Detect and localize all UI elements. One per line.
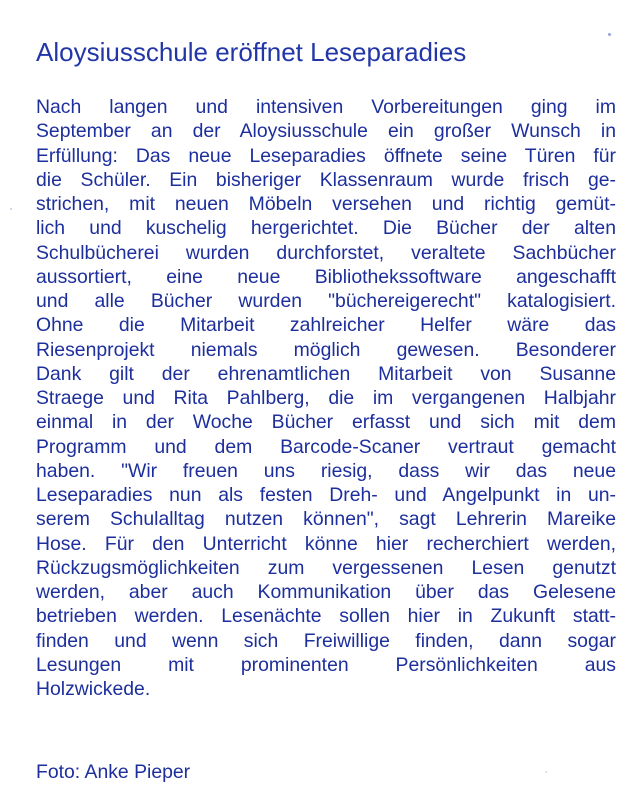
article-line: Leseparadies nun als festen Dreh- und Angelpunkt in un- <box>36 484 616 506</box>
article-line: Riesenprojekt niemals möglich gewesen. Besonderer <box>36 338 616 361</box>
article-line: Lesungen mit prominenten Persönlichkeiten aus <box>36 653 616 676</box>
article-line: die Schüler. Ein bisheriger Klassenraum wurde frisch ge- <box>36 168 616 191</box>
article-line: Holzwickede. <box>36 678 151 700</box>
article-line: Erfüllung: Das neue Leseparadies öffnete seine Türen für <box>36 144 616 167</box>
article-line: Dank gilt der ehrenamtlichen Mitarbeit von Susanne <box>36 362 616 385</box>
scan-speck <box>545 771 547 773</box>
article-line: Ohne die Mitarbeit zahlreicher Helfer wäre das <box>36 314 616 337</box>
article-line: finden und wenn sich Freiwillige finden, dann sogar <box>36 629 616 652</box>
photo-credit: Foto: Anke Pieper <box>36 761 191 783</box>
article-line: strichen, mit neuen Möbeln versehen und richtig gemüt- <box>36 193 616 215</box>
article-line: September an der Aloysiusschule ein großer Wunsch in <box>36 120 616 143</box>
article-line: Schulbücherei wurden durchforstet, veraltete Sachbücher <box>36 241 616 264</box>
article-line: und alle Bücher wurden "büchereigerecht" katalogisiert. <box>36 290 616 312</box>
article-line: haben. "Wir freuen uns riesig, dass wir das neue <box>36 459 616 482</box>
scan-speck <box>608 33 611 36</box>
article-line: Rückzugsmöglichkeiten zum vergessenen Lesen genutzt <box>36 556 616 579</box>
article-line: lich und kuschelig hergerichtet. Die Bücher der alten <box>36 217 616 240</box>
scan-speck <box>10 208 12 210</box>
article-body <box>36 95 616 701</box>
article-line: einmal in der Woche Bücher erfasst und sich mit dem <box>36 411 616 434</box>
article-line: werden, aber auch Kommunikation über das Gelesene <box>36 581 616 603</box>
article-line: betrieben werden. Lesenächte sollen hier in Zukunft statt- <box>36 605 616 628</box>
article-line: Hose. Für den Unterricht könne hier recherchiert werden, <box>36 532 616 555</box>
article-line: serem Schulalltag nutzen können", sagt Lehrerin Mareike <box>36 508 616 531</box>
article-headline: Aloysiusschule eröffnet Leseparadies <box>36 37 467 67</box>
article-line: Nach langen und intensiven Vorbereitungen ging im <box>36 96 616 118</box>
article-line: aussortiert, eine neue Bibliothekssoftware angeschafft <box>36 265 616 288</box>
article-line: Straege und Rita Pahlberg, die im vergangenen Halbjahr <box>36 387 616 409</box>
article-line: Programm und dem Barcode-Scaner vertraut gemacht <box>36 435 616 458</box>
